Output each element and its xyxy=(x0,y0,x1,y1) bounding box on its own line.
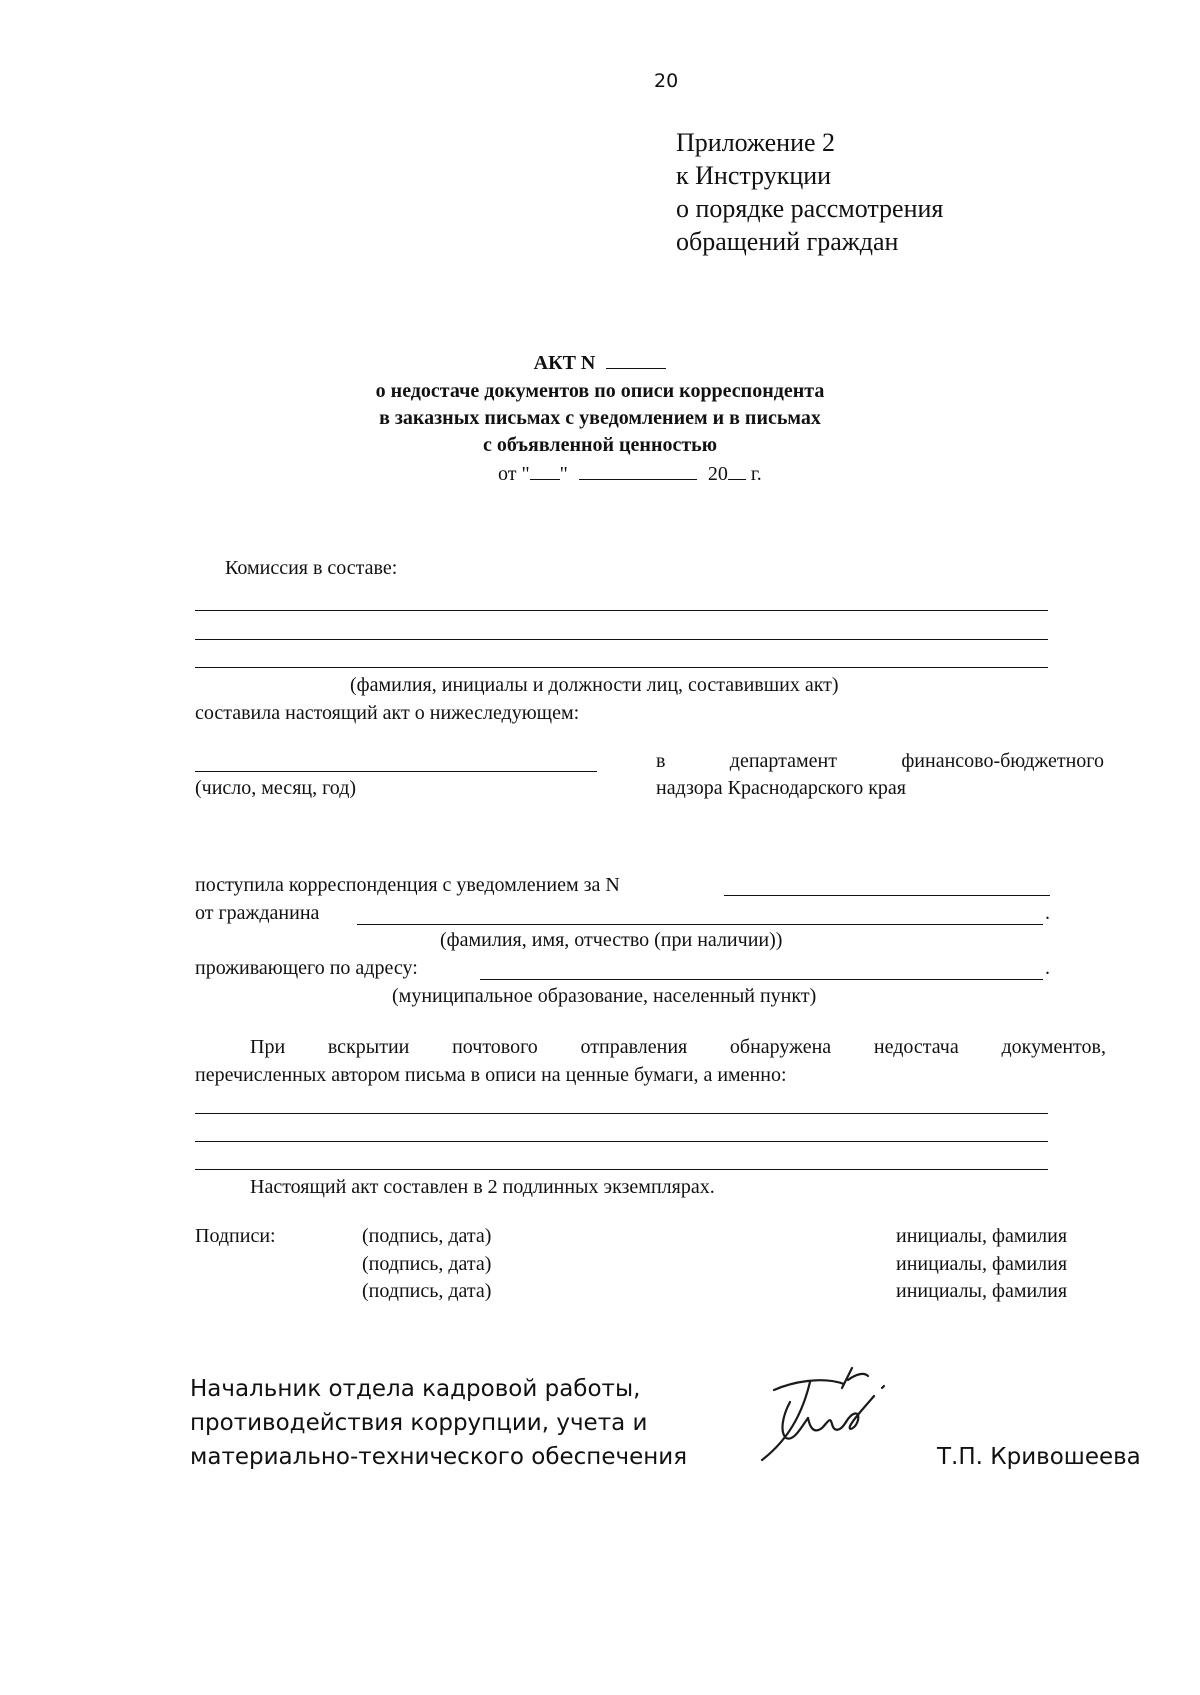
date-year-blank xyxy=(728,479,746,480)
act-subtitle-line-2: в заказных письмах с уведомлением и в письмах xyxy=(379,407,821,429)
discovery-blank-1 xyxy=(195,1113,1048,1114)
receipt-date-caption: (число, месяц, год) xyxy=(195,777,357,799)
department-line-1: в департамент финансово-бюджетного xyxy=(656,750,1104,772)
discovery-blank-3 xyxy=(195,1169,1048,1170)
signature-name: инициалы, фамилия xyxy=(896,1225,1068,1247)
commission-blank-2 xyxy=(195,639,1048,640)
appendix-reference xyxy=(676,126,943,258)
signature-row: (подпись, дата) xyxy=(362,1225,492,1247)
address-caption: (муниципальное образование, населенный пункт) xyxy=(392,985,817,1007)
receipt-date-blank xyxy=(195,771,597,772)
signature-name: инициалы, фамилия xyxy=(896,1253,1068,1275)
date-day-blank xyxy=(530,479,560,480)
address-blank xyxy=(480,979,1043,980)
act-subtitle-line-3: с объявленной ценностью xyxy=(482,434,718,456)
appendix-line-1: Приложение 2 xyxy=(676,128,836,157)
citizen-label: от гражданина xyxy=(195,902,320,924)
signature-row: (подпись, дата) xyxy=(362,1253,492,1275)
discovery-line-2: перечисленных автором письма в описи на ценные бумаги, а именно: xyxy=(195,1064,787,1086)
act-date: от " " 20 г. xyxy=(498,463,762,485)
citizen-caption: (фамилия, имя, отчество (при наличии)) xyxy=(440,929,783,951)
signatures-label: Подписи: xyxy=(195,1225,276,1247)
date-month-blank xyxy=(579,479,697,480)
appendix-line-4: обращений граждан xyxy=(676,227,899,256)
commission-blank-3 xyxy=(195,667,1048,668)
act-label: АКТ N xyxy=(533,352,596,374)
footer-position xyxy=(190,1372,687,1474)
commission-blank-1 xyxy=(195,610,1048,611)
received-number-blank xyxy=(724,895,1050,896)
signature-name: инициалы, фамилия xyxy=(896,1280,1068,1302)
address-period: . xyxy=(1045,957,1050,979)
copies-statement: Настоящий акт составлен в 2 подлинных экземплярах. xyxy=(250,1176,715,1198)
discovery-line-1: При вскрытии почтового отправления обнаружена недостача документов, xyxy=(250,1036,1106,1058)
footer-position-line-2: противодействия коррупции, учета и xyxy=(190,1410,648,1436)
act-title xyxy=(200,352,1000,375)
page-number: 20 xyxy=(654,70,679,92)
handwritten-signature xyxy=(752,1362,902,1472)
act-number-blank xyxy=(606,368,666,369)
appendix-line-3: о порядке рассмотрения xyxy=(676,194,944,223)
commission-caption: (фамилия, инициалы и должности лиц, составивших акт) xyxy=(350,674,839,696)
appendix-line-2: к Инструкции xyxy=(676,161,832,190)
commission-composed: составила настоящий акт о нижеследующем: xyxy=(195,702,580,724)
received-line: поступила корреспонденция с уведомлением за N xyxy=(195,874,620,896)
act-subtitle-line-1: о недостаче документов по описи корреспондента xyxy=(375,380,825,402)
department-line-2: надзора Краснодарского края xyxy=(656,777,907,799)
discovery-blank-2 xyxy=(195,1141,1048,1142)
footer-position-line-3: материально-технического обеспечения xyxy=(190,1444,688,1470)
address-label: проживающего по адресу: xyxy=(195,957,418,979)
signature-row: (подпись, дата) xyxy=(362,1280,492,1302)
footer-signer: Т.П. Кривошеева xyxy=(937,1444,1141,1470)
citizen-name-blank xyxy=(357,924,1043,925)
citizen-period: . xyxy=(1045,902,1050,924)
commission-label: Комиссия в составе: xyxy=(225,557,398,579)
footer-position-line-1: Начальник отдела кадровой работы, xyxy=(190,1376,641,1402)
